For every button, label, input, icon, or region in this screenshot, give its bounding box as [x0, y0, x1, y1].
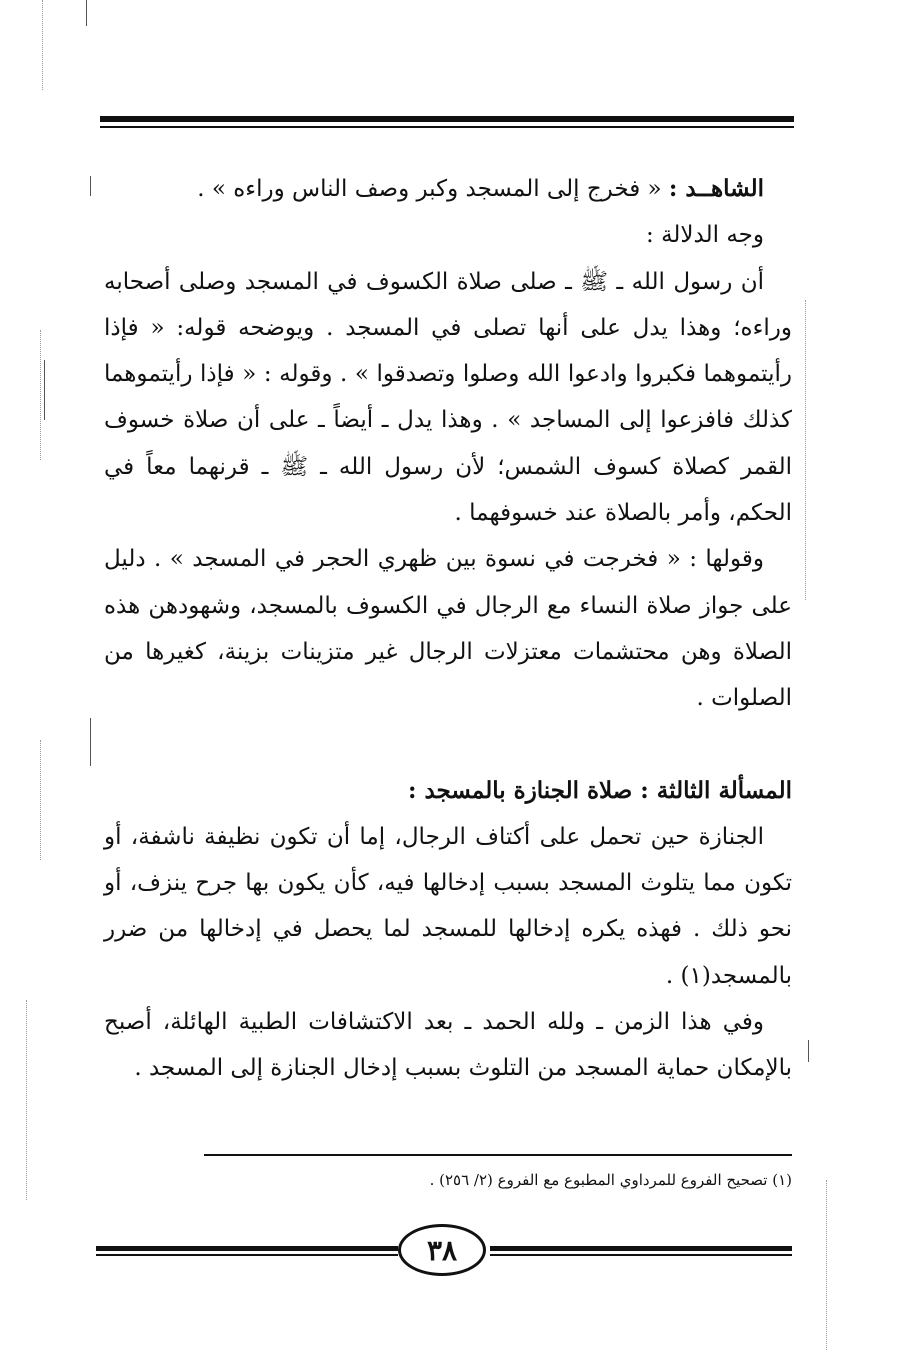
witness-label: الشاهــد :	[668, 175, 764, 202]
scan-artifact-line	[42, 0, 44, 90]
footnote-separator	[204, 1154, 792, 1156]
witness-line	[104, 166, 792, 212]
scan-artifact-line	[90, 718, 91, 766]
scan-artifact-line	[86, 0, 87, 26]
paragraph: وفي هذا الزمن ـ ولله الحمد ـ بعد الاكتشافات الطبية الهائلة، أصبح بالإمكان حماية المسجد من التلوث بسبب إدخال الجنازة إلى المسجد .	[104, 1009, 792, 1082]
scan-artifact-line	[808, 1040, 809, 1062]
header-rule-thick	[100, 116, 794, 122]
header-rule	[100, 116, 794, 130]
scan-artifact-line	[805, 300, 807, 600]
footer-rule-right	[490, 1246, 792, 1251]
footer-rule-left-thin	[96, 1254, 398, 1256]
scan-artifact-line	[26, 1000, 28, 1200]
header-rule-thin	[100, 126, 794, 128]
main-text	[104, 166, 792, 1092]
paragraph: وقولها : « فخرجت في نسوة بين ظهري الحجر في المسجد » . دليل على جواز صلاة النساء مع الرجال في الكسوف بالمسجد، وشهودهن هذه الصلاة وهن محتشمات معتزلات الرجال غير متزينات بزينة، كغيرها من الصلوات .	[104, 546, 792, 712]
footer-rule-left	[96, 1246, 398, 1251]
evidence-label: وجه الدلالة :	[646, 222, 764, 249]
scan-artifact-line	[40, 740, 42, 860]
paragraph: أن رسول الله ـ ﷺ ـ صلى صلاة الكسوف في المسجد وصلى أصحابه وراءه؛ وهذا يدل على أنها تصلى في المسجد . ويوضحه قوله: « فإذا رأيتموهما فكبروا وادعوا الله وصلوا وتصدقوا » . وقوله : « فإذا رأيتموهما كذلك فافزعوا إلى المساجد » . وهذا يدل ـ أيضاً ـ على أن صلاة خسوف القمر كصلاة كسوف الشمس؛ لأن رسول الله ـ ﷺ ـ قرنهما معاً في الحكم، وأمر بالصلاة عند خسوفهما .	[104, 268, 792, 527]
page-number: ٣٨	[398, 1224, 486, 1276]
scan-artifact-line	[40, 330, 42, 460]
footer-rule-right-thin	[490, 1254, 792, 1256]
page-footer	[96, 1222, 792, 1282]
scan-artifact-line	[90, 176, 91, 196]
witness-quote: « فخرج إلى المسجد وكبر وصف الناس وراءه » .	[197, 176, 669, 202]
section-heading: المسألة الثالثة : صلاة الجنازة بالمسجد :	[407, 776, 792, 804]
footnote: (١) تصحيح الفروع للمرداوي المطبوع مع الفروع (٢/ ٢٥٦) .	[429, 1171, 792, 1189]
scan-artifact-line	[826, 1180, 828, 1350]
scan-artifact-line	[44, 360, 45, 420]
paragraph: الجنازة حين تحمل على أكتاف الرجال، إما أن تكون نظيفة ناشفة، أو تكون مما يتلوث المسجد بسبب إدخالها فيه، كأن يكون بها جرح ينزف، أو نحو ذلك . فهذه يكره إدخالها للمسجد لما يحصل في إدخالها من ضرر بالمسجد(١) .	[104, 823, 792, 989]
